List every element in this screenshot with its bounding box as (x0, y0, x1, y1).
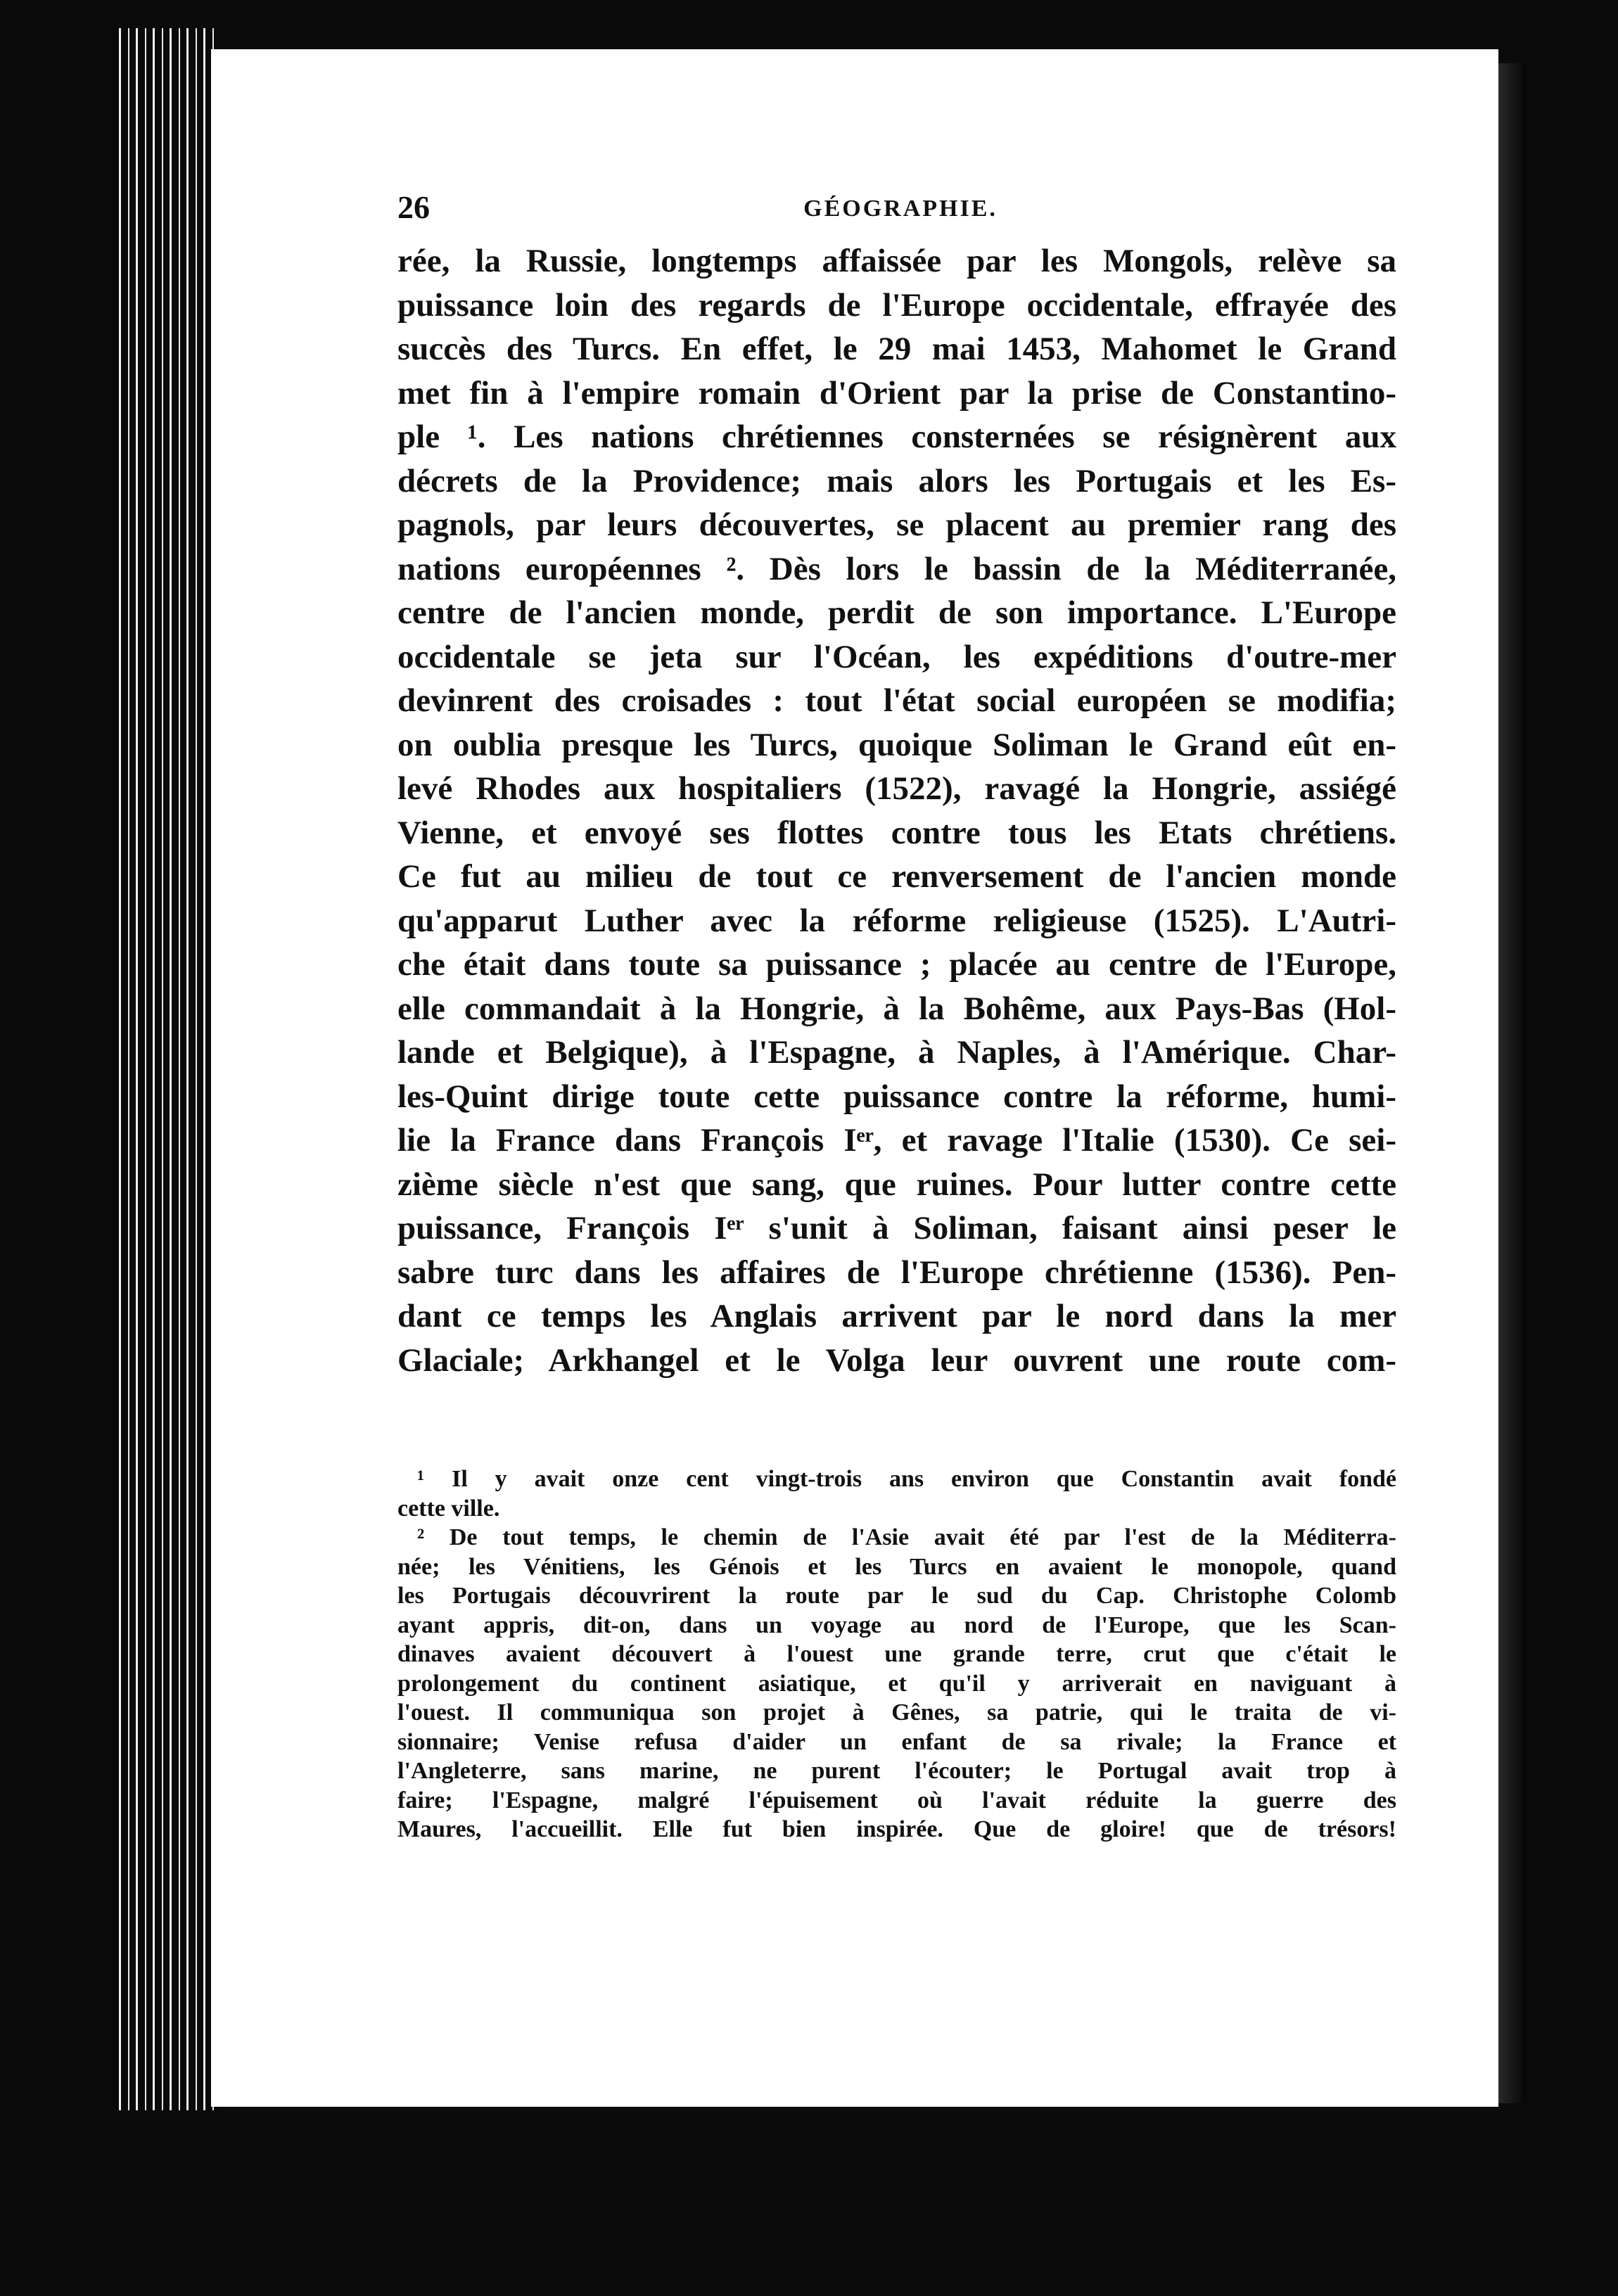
body-line: centre de l'ancien monde, perdit de son importance. L'Europe (397, 594, 1396, 631)
body-line: ple ¹. Les nations chrétiennes consternées se résignèrent aux (397, 419, 1396, 455)
body-line: sabre turc dans les affaires de l'Europe chrétienne (1536). Pen- (397, 1254, 1396, 1291)
body-line: lande et Belgique), à l'Espagne, à Naples, à l'Amérique. Char- (397, 1034, 1396, 1071)
footnote-line: ayant appris, dit-on, dans un voyage au nord de l'Europe, que les Scan- (397, 1612, 1396, 1638)
footnote-line: dinaves avaient découvert à l'ouest une grande terre, crut que c'était le (397, 1641, 1396, 1667)
footnote-2 (397, 1523, 1396, 1844)
body-line: met fin à l'empire romain d'Orient par la prise de Constantino- (397, 374, 1396, 412)
footnote-line: ² De tout temps, le chemin de l'Asie avait été par l'est de la Méditerra- (417, 1524, 1396, 1550)
body-line: les-Quint dirige toute cette puissance contre la réforme, humi- (397, 1078, 1396, 1115)
body-line: qu'apparut Luther avec la réforme religieuse (1525). L'Autri- (397, 902, 1396, 939)
body-line: Ce fut au milieu de tout ce renversement de l'ancien monde (397, 858, 1396, 895)
footnote-line: faire; l'Espagne, malgré l'épuisement où l'avait réduite la guerre des (397, 1787, 1396, 1813)
footnotes (397, 1465, 1396, 1844)
footnote-line: les Portugais découvrirent la route par le sud du Cap. Christophe Colomb (397, 1583, 1396, 1609)
footnote-line: ¹ Il y avait onze cent vingt-trois ans environ que Constantin avait fondé (417, 1466, 1396, 1492)
body-line: puissance loin des regards de l'Europe occidentale, effrayée des (397, 286, 1396, 324)
book-edge (113, 28, 218, 2110)
footnote-line: née; les Vénitiens, les Génois et les Turcs en avaient le monopole, quand (397, 1553, 1396, 1580)
body-line: nations européennes ². Dès lors le bassin de la Méditerranée, (397, 550, 1396, 587)
body-line: Glaciale; Arkhangel et le Volga leur ouvrent une route com- (397, 1341, 1396, 1379)
footnote-line: l'ouest. Il communiqua son projet à Gênes, sa patrie, qui le traita de vi- (397, 1699, 1396, 1726)
body-line: levé Rhodes aux hospitaliers (1522), ravagé la Hongrie, assiégé (397, 770, 1396, 807)
body-line: elle commandait à la Hongrie, à la Bohême, aux Pays-Bas (Hol- (397, 990, 1396, 1027)
page-number: 26 (397, 189, 430, 225)
body-line: décrets de la Providence; mais alors les Portugais et les Es- (397, 462, 1396, 499)
body-line: che était dans toute sa puissance ; placée au centre de l'Europe, (397, 946, 1396, 983)
body-line: pagnols, par leurs découvertes, se placent au premier rang des (397, 506, 1396, 543)
page-gutter-shadow (1498, 63, 1527, 2103)
body-text (397, 239, 1396, 1382)
footnote-1 (397, 1465, 1396, 1523)
body-line: occidentale se jeta sur l'Océan, les expéditions d'outre-mer (397, 638, 1396, 675)
footnote-line: l'Angleterre, sans marine, ne purent l'écouter; le Portugal avait trop à (397, 1758, 1396, 1784)
body-line: rée, la Russie, longtemps affaissée par les Mongols, relève sa (397, 243, 1396, 279)
footnote-line: prolongement du continent asiatique, et qu'il y arriverait en naviguant à (397, 1670, 1396, 1697)
footnote-line: sionnaire; Venise refusa d'aider un enfant de sa rivale; la France et (397, 1728, 1396, 1755)
body-line: on oublia presque les Turcs, quoique Soliman le Grand eût en- (397, 726, 1396, 763)
body-line: dant ce temps les Anglais arrivent par le nord dans la mer (397, 1298, 1396, 1334)
body-line: Vienne, et envoyé ses flottes contre tous les Etats chrétiens. (397, 814, 1396, 851)
page-header (397, 189, 1403, 231)
body-line: puissance, François Iᵉʳ s'unit à Soliman, faisant ainsi peser le (397, 1210, 1396, 1246)
running-title: GÉOGRAPHIE. (803, 196, 998, 222)
body-line: lie la France dans François Iᵉʳ, et ravage l'Italie (1530). Ce sei- (397, 1122, 1396, 1159)
body-line: devinrent des croisades : tout l'état social européen se modifia; (397, 682, 1396, 719)
footnote-line: cette ville. (397, 1495, 500, 1522)
body-line: succès des Turcs. En effet, le 29 mai 1453, Mahomet le Grand (397, 331, 1396, 367)
body-line: zième siècle n'est que sang, que ruines. Pour lutter contre cette (397, 1166, 1396, 1203)
footnote-line: Maures, l'accueillit. Elle fut bien inspirée. Que de gloire! que de trésors! (397, 1816, 1396, 1842)
